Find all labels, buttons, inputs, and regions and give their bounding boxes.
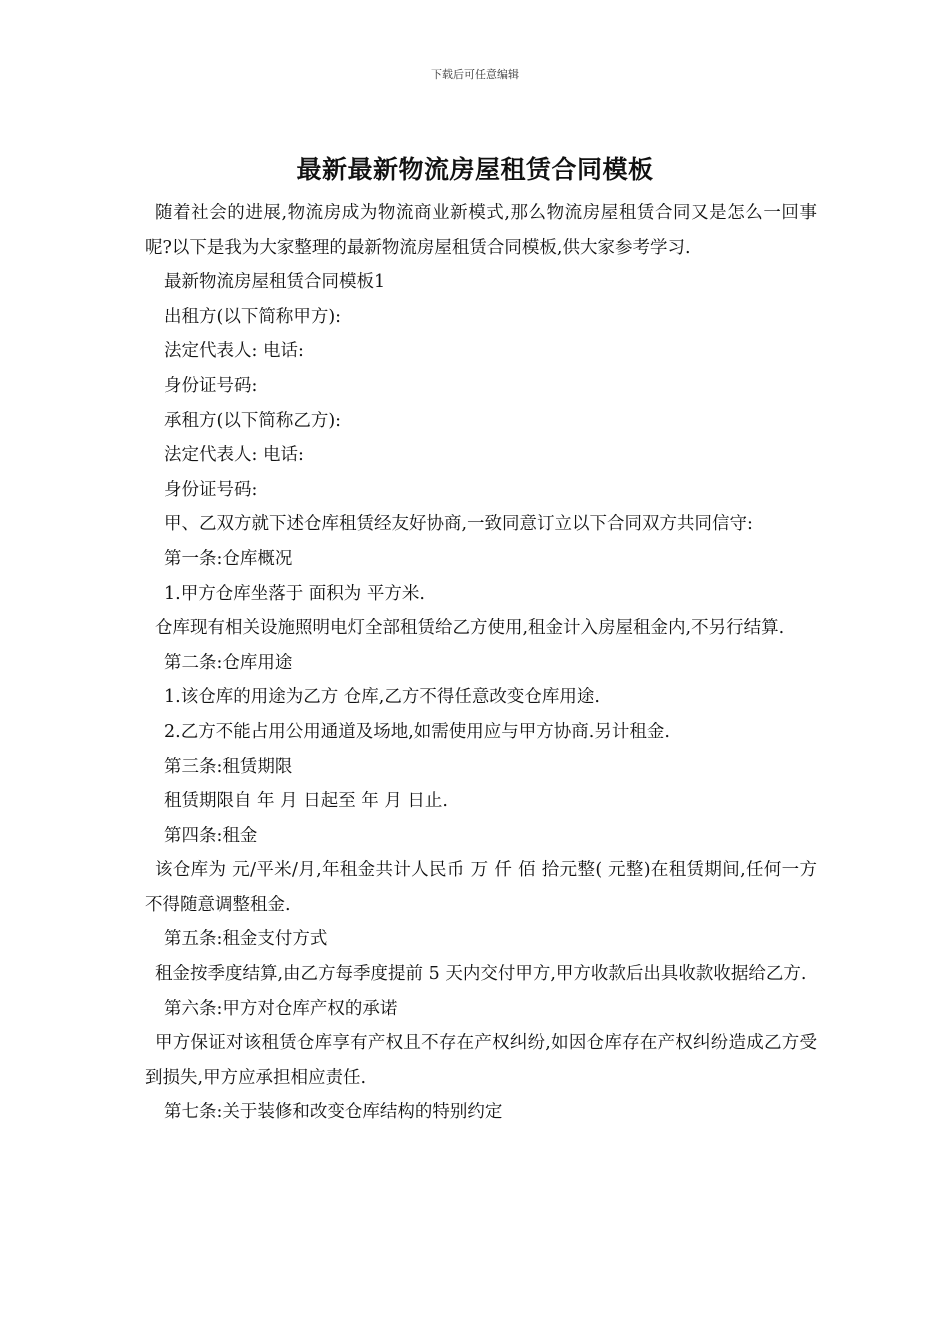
- paragraph: 第七条:关于装修和改变仓库结构的特别约定: [164, 1102, 503, 1123]
- paragraph: 1.该仓库的用途为乙方 仓库,乙方不得任意改变仓库用途.: [164, 687, 600, 708]
- paragraph: 最新物流房屋租赁合同模板1: [164, 272, 386, 293]
- paragraph: 法定代表人: 电话:: [164, 341, 304, 362]
- paragraph: 1.甲方仓库坐落于 面积为 平方米.: [164, 583, 425, 604]
- paragraph: 租金按季度结算,由乙方每季度提前 5 天内交付甲方,甲方收款后出具收款收据给乙方.: [155, 964, 807, 985]
- paragraph: 甲、乙双方就下述仓库租赁经友好协商,一致同意订立以下合同双方共同信守:: [164, 514, 753, 535]
- document-body: [145, 196, 817, 1130]
- paragraph: 随着社会的进展,物流房成为物流商业新模式,那么物流房屋租赁合同又是怎么一回事呢?以下是我为大家整理的最新物流房屋租赁合同模板,供大家参考学习.: [145, 203, 817, 258]
- paragraph: 承租方(以下简称乙方):: [164, 410, 342, 431]
- paragraph: 身份证号码:: [164, 375, 258, 396]
- paragraph: 该仓库为 元/平米/月,年租金共计人民币 万 仟 佰 拾元整( 元整)在租赁期间,任何一方不得随意调整租金.: [145, 860, 817, 915]
- paragraph: 2.乙方不能占用公用通道及场地,如需使用应与甲方协商.另计租金.: [164, 721, 670, 742]
- paragraph: 第四条:租金: [164, 825, 258, 846]
- paragraph: 第三条:租赁期限: [164, 756, 293, 777]
- paragraph: 第五条:租金支付方式: [164, 929, 328, 950]
- document-title: 最新最新物流房屋租赁合同模板: [296, 155, 654, 184]
- paragraph: 法定代表人: 电话:: [164, 445, 304, 466]
- paragraph: 第二条:仓库用途: [164, 652, 293, 673]
- paragraph: 仓库现有相关设施照明电灯全部租赁给乙方使用,租金计入房屋租金内,不另行结算.: [155, 618, 785, 639]
- header-note: 下载后可任意编辑: [431, 68, 519, 81]
- paragraph: 出租方(以下简称甲方):: [164, 306, 342, 327]
- paragraph: 身份证号码:: [164, 479, 258, 500]
- paragraph: 租赁期限自 年 月 日起至 年 月 日止.: [164, 791, 448, 812]
- paragraph: 第六条:甲方对仓库产权的承诺: [164, 998, 398, 1019]
- paragraph: 第一条:仓库概况: [164, 548, 293, 569]
- paragraph: 甲方保证对该租赁仓库享有产权且不存在产权纠纷,如因仓库存在产权纠纷造成乙方受到损失,甲方应承担相应责任.: [145, 1033, 817, 1088]
